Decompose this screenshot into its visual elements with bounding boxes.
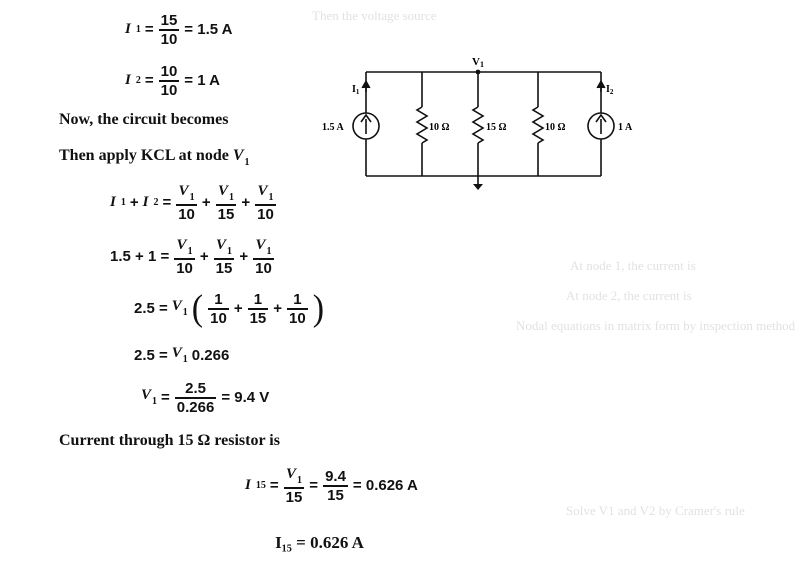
equation-i1-den: 10 <box>160 30 178 48</box>
text-kcl-main: Then apply KCL at node <box>59 147 233 164</box>
equation-i15-frac-2: $\frac{9.4}{15}$ <box>325 468 346 504</box>
equation-multiply-rhs: 0.266 <box>191 347 230 364</box>
right-current-label: $I_2$ <box>606 84 614 96</box>
equation-i2-den: 10 <box>160 81 178 99</box>
equation-kcl-i2: I <box>142 194 149 211</box>
equation-factor-frac-1: $\frac{1}{10}$ <box>210 291 227 327</box>
equation-factor-frac-3: $\frac{1}{10}$ <box>289 291 306 327</box>
equation-i2-lhs: I <box>125 72 131 89</box>
equation-factor-lhs: 2.5 = <box>134 300 168 318</box>
equation-numeric-frac-1: $\frac{V_1}{10}$ <box>176 237 193 277</box>
equation-factor: 2.5 = $V_1$ ( $\frac{1}{10}$ + $\frac{1}{15}$ + $\frac{1}{10}$ ) <box>134 287 325 329</box>
node-label: V1 <box>472 56 484 69</box>
text-kcl-node-sub: 1 <box>244 157 250 168</box>
resistor-15-label: 15 Ω <box>486 122 507 133</box>
equation-kcl-frac-1: $\frac{V_1}{10}$ <box>178 183 195 223</box>
equation-i2-num: 10 <box>160 63 178 80</box>
equation-numeric-lhs: 1.5 + 1 = <box>110 248 170 266</box>
equation-kcl-frac-3: $\frac{V_1}{10}$ <box>257 183 274 223</box>
equation-i15: I 15 = $\frac{V_1}{15}$ = $\frac{9.4}{15}$ = 0.626 A <box>245 466 418 506</box>
equation-i1-sub: 1 <box>135 23 141 35</box>
equation-v1-fraction: $\frac{2.5}{0.266}$ <box>176 380 215 416</box>
current-arrow-right <box>597 81 605 88</box>
equation-kcl-i1-sub: 1 <box>120 196 126 208</box>
current-arrow-left <box>362 81 370 88</box>
equation-kcl-frac-2: $\frac{V_1}{15}$ <box>217 183 235 223</box>
right-source-value: 1 A <box>618 122 633 133</box>
equation-kcl-i2-sub: 2 <box>153 196 159 208</box>
equation-i1-num: 15 <box>160 12 178 29</box>
equation-i15-frac-1: $\frac{V_1}{15}$ <box>285 466 303 506</box>
resistor-15 <box>473 107 483 143</box>
equation-kcl-i1: I <box>110 194 116 211</box>
resistor-10-right <box>533 107 543 143</box>
final-answer: I₁₅ = 0.626 A <box>275 533 364 552</box>
resistor-10-left-label: 10 Ω <box>429 122 450 133</box>
equation-i1-lhs: I <box>125 21 131 38</box>
equation-i2-sub: 2 <box>135 74 141 86</box>
equation-i1-rhs: = 1.5 A <box>184 21 233 39</box>
text-circuit-becomes: Now, the circuit becomes <box>59 111 229 128</box>
circuit-diagram <box>322 58 639 200</box>
equation-factor-frac-2: $\frac{1}{15}$ <box>249 291 267 327</box>
equation-i2: I 2 = $\frac{10}{10}$ = 1 A <box>125 63 221 99</box>
ghost-text-right-3: Nodal equations in matrix form by inspection method <box>516 318 795 333</box>
ghost-text-top: Then the voltage source <box>312 8 437 23</box>
equation-numeric: 1.5 + 1 = $\frac{V_1}{10}$ + $\frac{V_1}{15}$ + $\frac{V_1}{10}$ <box>110 237 272 277</box>
equation-i1-fraction <box>159 13 180 47</box>
equation-v1-rhs: = 9.4 V <box>221 389 270 407</box>
equation-i2-fraction <box>159 64 180 98</box>
resistor-10-left <box>417 107 427 143</box>
equation-multiply-lhs: 2.5 = <box>134 347 168 364</box>
node-v1-dot <box>476 70 481 75</box>
text-current-15: Current through 15 Ω resistor is <box>59 432 280 449</box>
equation-multiply: 2.5 = $V_1$ 0.266 <box>134 345 230 365</box>
left-current-label: $I_1$ <box>352 84 360 96</box>
ghost-text-right-2: At node 2, the current is <box>566 288 692 303</box>
text-kcl-node: V <box>232 147 244 164</box>
left-source-value: 1.5 A <box>322 122 344 133</box>
equation-i15-rhs: = 0.626 A <box>352 477 418 495</box>
equation-v1: $V_1$ = $\frac{2.5}{0.266}$ = 9.4 V <box>141 380 270 416</box>
equation-kcl-plus: + <box>129 194 139 212</box>
text-kcl <box>59 147 250 168</box>
equation-kcl: I 1 + I 2 = $\frac{V_1}{10}$ + $\frac{V_1}{15}$ + $\frac{V_1}{10}$ <box>110 183 274 223</box>
ground-icon <box>473 184 483 190</box>
equation-numeric-frac-3: $\frac{V_1}{10}$ <box>255 237 272 277</box>
equation-numeric-frac-2: $\frac{V_1}{15}$ <box>215 237 233 277</box>
ghost-text-right-4: Solve V1 and V2 by Cramer's rule <box>566 503 745 518</box>
ghost-text-right: At node 1, the current is <box>570 258 696 273</box>
equation-i1: I 1 = $\frac{15}{10}$ = 1.5 A <box>125 12 233 48</box>
resistor-10-right-label: 10 Ω <box>545 122 566 133</box>
equation-i2-rhs: = 1 A <box>184 72 221 90</box>
